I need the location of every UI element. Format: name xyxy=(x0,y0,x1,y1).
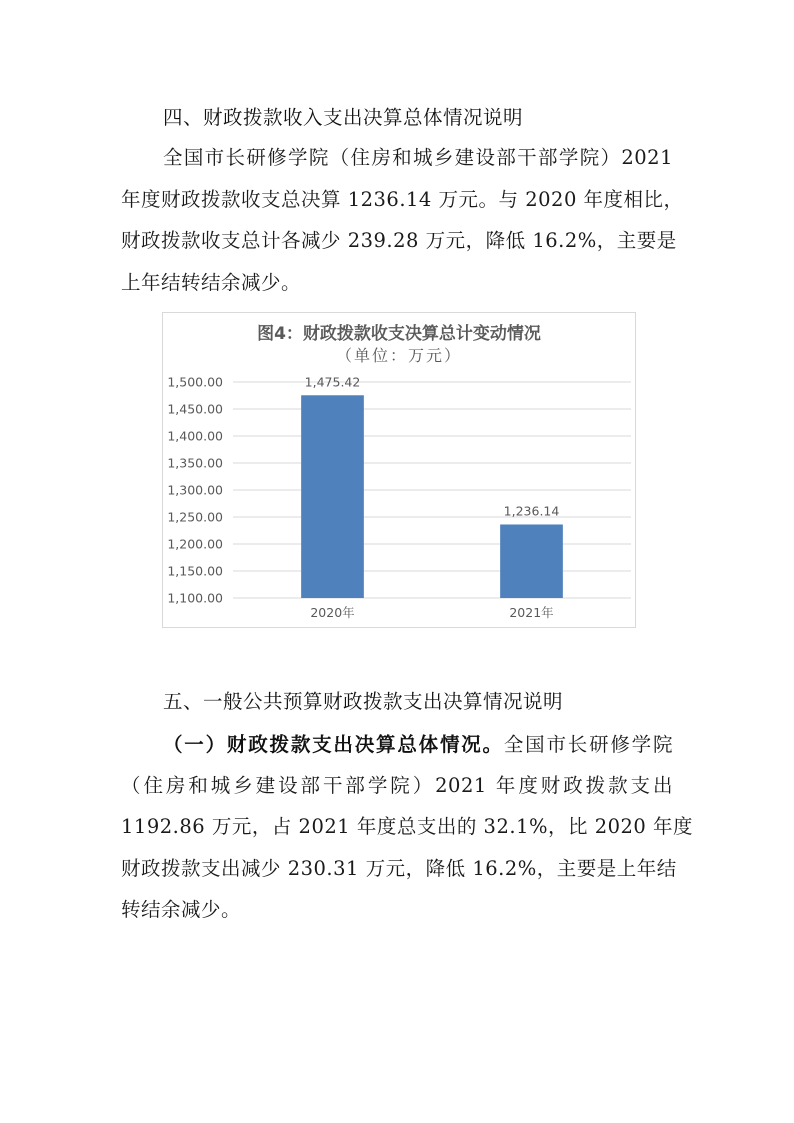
y-tick-label: 1,400.00 xyxy=(167,428,223,444)
y-tick-label: 1,300.00 xyxy=(167,482,223,498)
section-4-line-1: 全国市长研修学院（住房和城乡建设部干部学院）2021 xyxy=(163,146,673,169)
section-4-line-3: 财政拨款收支总计各减少 239.28 万元，降低 16.2%，主要是 xyxy=(121,229,677,252)
section-5-line-2: （住房和城乡建设部干部学院）2021 年度财政拨款支出 xyxy=(121,774,673,797)
section-5-line-3: 1192.86 万元，占 2021 年度总支出的 32.1%，比 2020 年度 xyxy=(121,815,694,838)
bar-2021年 xyxy=(500,524,563,598)
y-tick-label: 1,200.00 xyxy=(167,536,223,552)
y-tick-label: 1,100.00 xyxy=(167,590,223,606)
section-5-heading: 五、一般公共预算财政拨款支出决算情况说明 xyxy=(163,690,564,713)
section-5-line-5: 转结余减少。 xyxy=(121,898,242,921)
y-tick-label: 1,500.00 xyxy=(167,374,223,390)
x-tick-label: 2020年 xyxy=(310,605,355,620)
y-tick-label: 1,250.00 xyxy=(167,509,223,525)
subsection-text-start: 全国市长研修学院 xyxy=(503,733,673,756)
bar-2020年 xyxy=(301,395,364,598)
section-5-line-1 xyxy=(163,730,673,760)
subsection-heading: （一）财政拨款支出决算总体情况。 xyxy=(163,733,504,756)
section-5-line-4: 财政拨款支出减少 230.31 万元，降低 16.2%，主要是上年结 xyxy=(121,857,677,880)
x-tick-label: 2021年 xyxy=(509,605,554,620)
data-label: 1,475.42 xyxy=(304,374,361,390)
bar-chart xyxy=(162,312,636,628)
section-4-heading: 四、财政拨款收入支出决算总体情况说明 xyxy=(163,106,524,129)
section-4-line-4: 上年结转结余减少。 xyxy=(121,271,302,294)
chart-title: 图4：财政拨款收支决算总计变动情况 xyxy=(257,324,541,344)
y-tick-label: 1,350.00 xyxy=(167,455,223,471)
section-4-line-2: 年度财政拨款收支总决算 1236.14 万元。与 2020 年度相比， xyxy=(121,188,684,211)
chart-subtitle: （单位：万元） xyxy=(335,346,462,365)
data-label: 1,236.14 xyxy=(503,503,560,519)
y-tick-label: 1,150.00 xyxy=(167,563,223,579)
y-tick-label: 1,450.00 xyxy=(167,401,223,417)
